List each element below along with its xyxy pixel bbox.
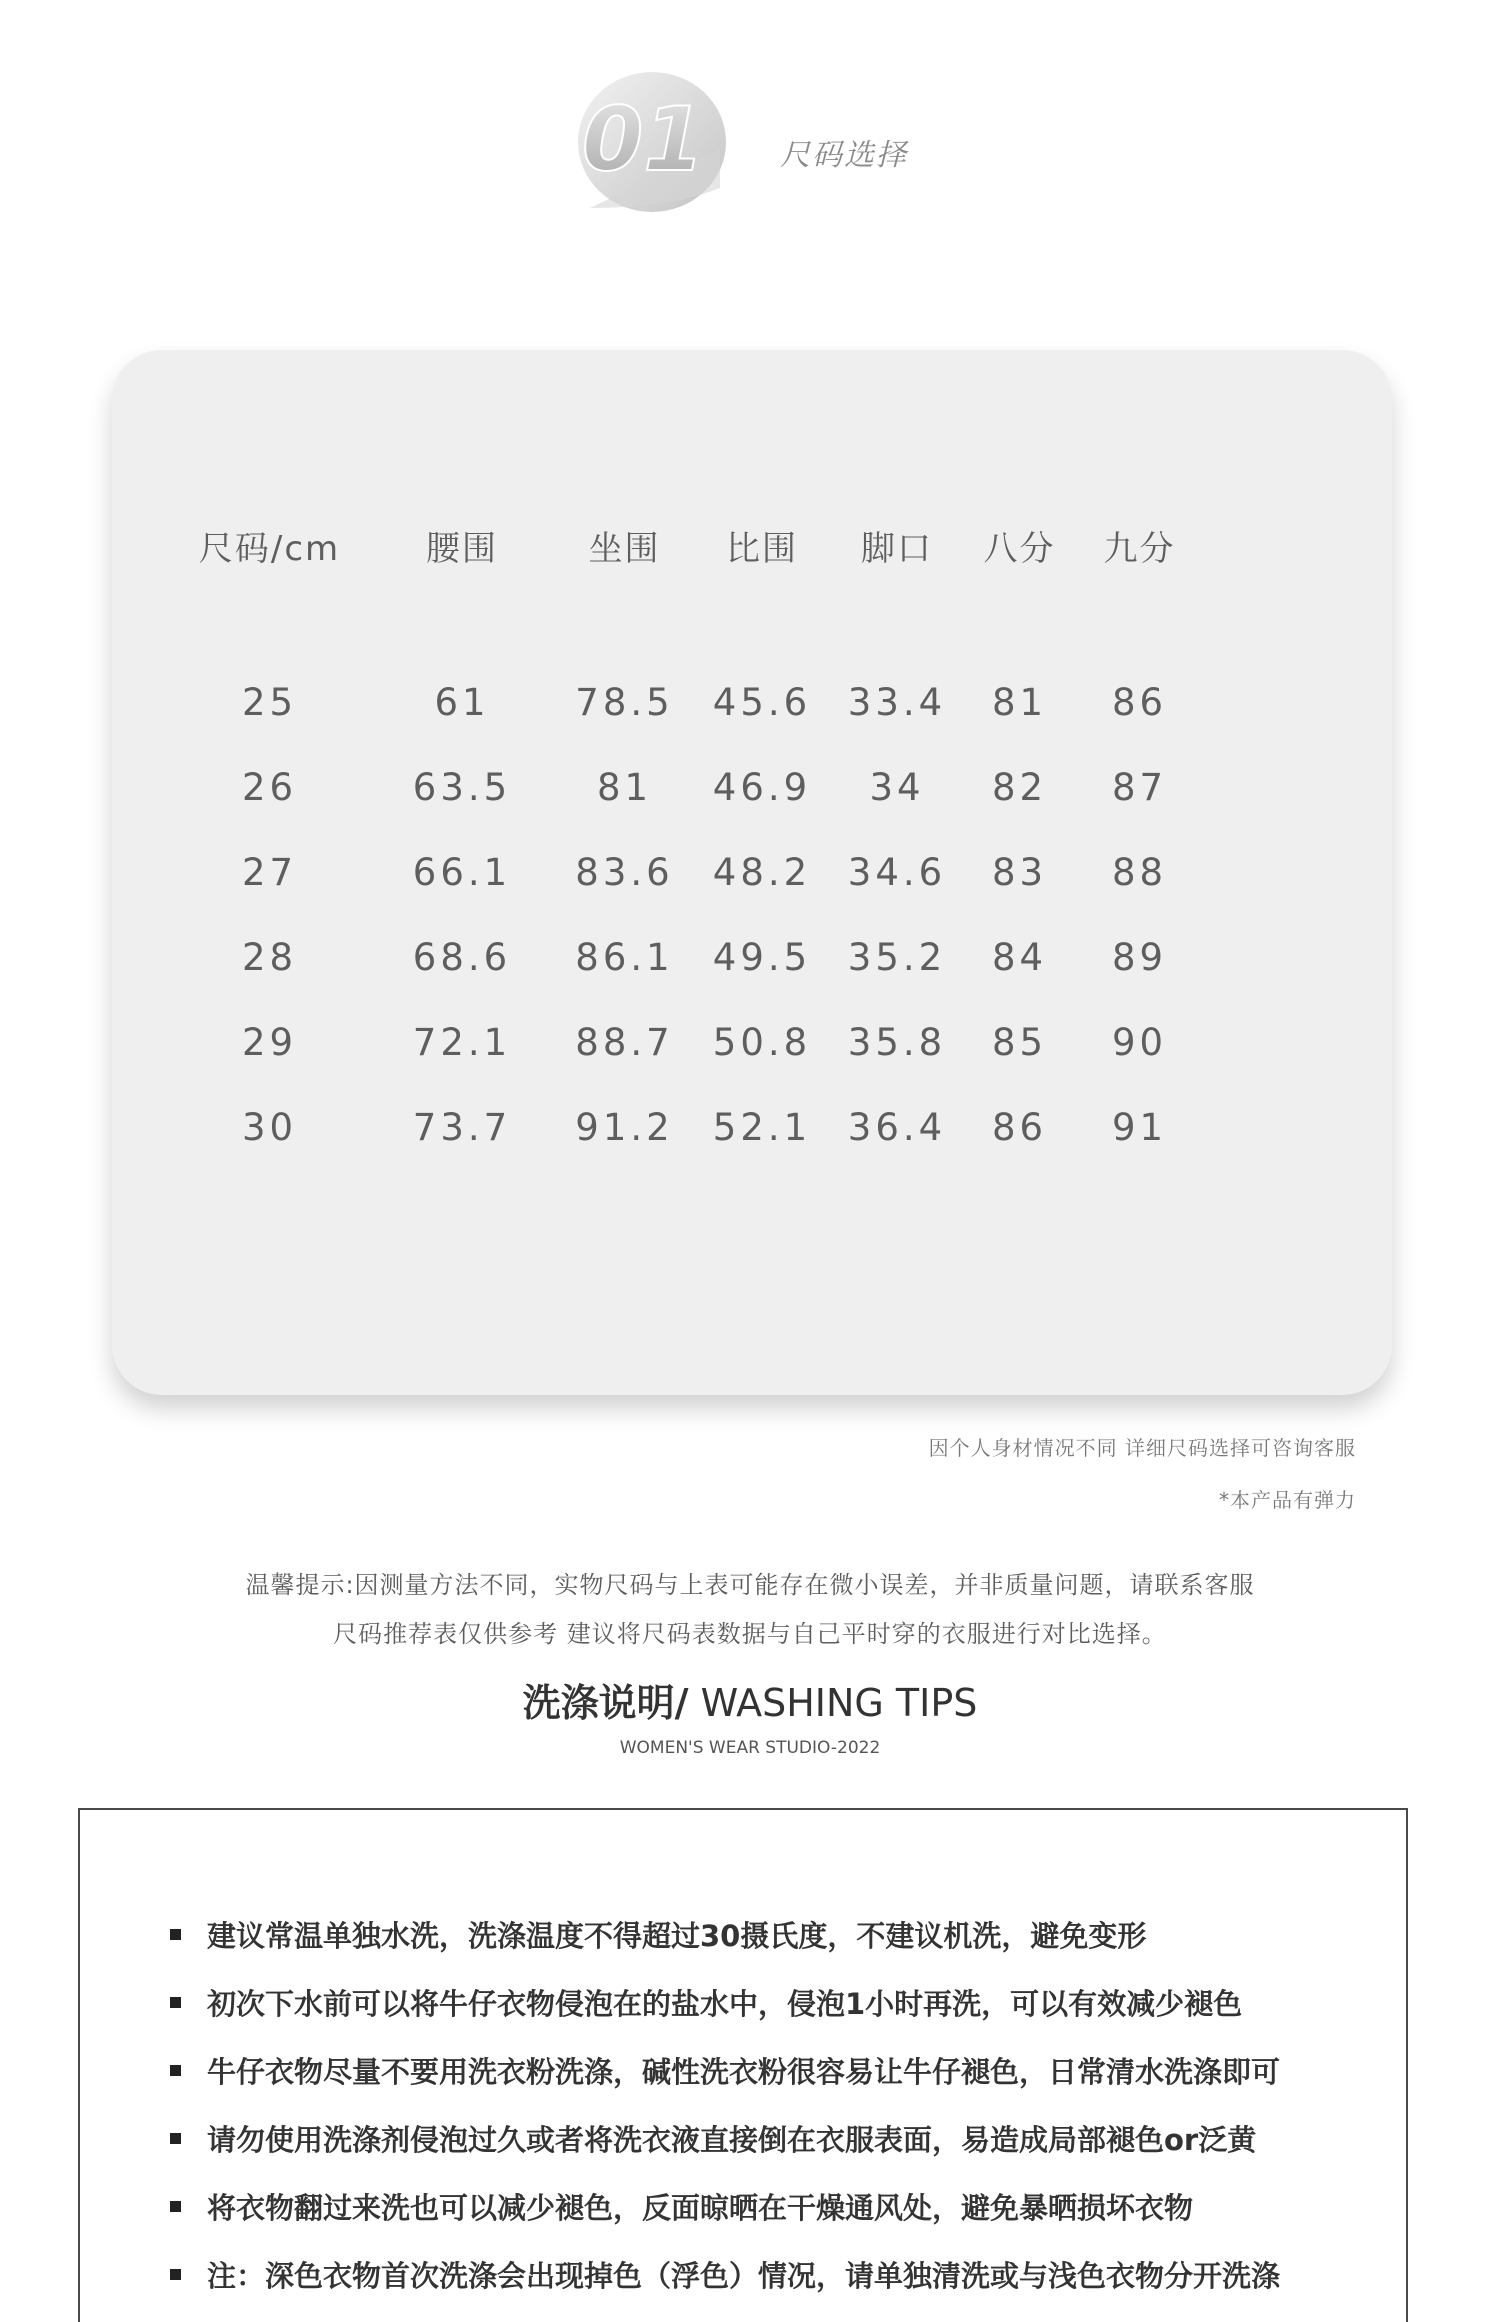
washing-title (0, 1672, 1500, 1727)
list-item (170, 2172, 1280, 2240)
table-cell: 34 (869, 766, 925, 809)
table-cell: 84 (991, 936, 1048, 979)
washing-tips-list (170, 1900, 1280, 2308)
table-cell: 25 (241, 681, 298, 724)
washing-tip-text: 请勿使用洗涤剂侵泡过久或者将洗衣液直接倒在衣服表面，易造成局部褪色or泛黄 (207, 2122, 1257, 2157)
header-eighth-length: 八分 (983, 528, 1056, 569)
table-cell: 85 (991, 1021, 1048, 1064)
table-cell: 91.2 (575, 1106, 674, 1149)
bullet-icon (170, 2269, 181, 2280)
badge-graphic (560, 58, 730, 218)
table-cell: 26 (241, 766, 298, 809)
table-cell: 35.8 (847, 1021, 947, 1064)
bullet-icon (170, 1929, 181, 1940)
washing-tips-box (78, 1808, 1408, 2322)
table-cell: 30 (241, 1106, 298, 1149)
elastic-note: *本产品有弹力 (1219, 1488, 1356, 1512)
table-cell: 61 (434, 681, 490, 724)
header-waist: 腰围 (426, 528, 498, 569)
table-row (172, 1085, 1202, 1170)
badge-number: 01 (582, 88, 705, 191)
table-cell: 88 (1111, 851, 1168, 894)
header-size: 尺码/cm (198, 528, 341, 569)
table-cell: 63.5 (412, 766, 512, 809)
washing-tip-text: 牛仔衣物尽量不要用洗衣粉洗涤，碱性洗衣粉很容易让牛仔褪色，日常清水洗涤即可 (207, 2054, 1281, 2089)
table-cell: 82 (991, 766, 1048, 809)
washing-tip-text: 建议常温单独水洗，洗涤温度不得超过30摄氏度，不建议机洗，避免变形 (207, 1918, 1147, 1953)
bullet-icon (170, 1997, 181, 2008)
section-title: 尺码选择 (780, 138, 908, 173)
table-cell: 83.6 (575, 851, 674, 894)
list-item (170, 1900, 1280, 1968)
table-row (172, 1000, 1202, 1085)
table-cell: 66.1 (412, 851, 512, 894)
table-cell: 83 (991, 851, 1048, 894)
list-item (170, 1968, 1280, 2036)
size-chart-card (112, 350, 1392, 1395)
consult-note: 因个人身材情况不同 详细尺码选择可咨询客服 (928, 1436, 1356, 1460)
table-cell: 36.4 (847, 1106, 947, 1149)
table-cell: 48.2 (712, 851, 812, 894)
table-cell: 35.2 (847, 936, 947, 979)
washing-tip-text: 将衣物翻过来洗也可以减少褪色，反面晾晒在干燥通风处，避免暴晒损坏衣物 (207, 2190, 1194, 2225)
size-table (172, 510, 1202, 1170)
header-hem: 脚口 (861, 528, 933, 569)
table-cell: 81 (596, 766, 653, 809)
list-item (170, 2240, 1280, 2308)
table-cell: 29 (241, 1021, 298, 1064)
table-row (172, 660, 1202, 745)
table-cell: 52.1 (712, 1106, 812, 1149)
table-cell: 27 (241, 851, 298, 894)
washing-title-cn: 洗涤说明/ (522, 1681, 689, 1725)
washing-title-en: WASHING TIPS (688, 1681, 978, 1725)
list-item (170, 2104, 1280, 2172)
header (0, 0, 1500, 240)
bullet-icon (170, 2201, 181, 2212)
table-cell: 90 (1111, 1021, 1168, 1064)
table-cell: 87 (1111, 766, 1168, 809)
bullet-icon (170, 2133, 181, 2144)
table-cell: 34.6 (847, 851, 947, 894)
table-row (172, 745, 1202, 830)
table-cell: 33.4 (847, 681, 947, 724)
table-spacer (172, 580, 1202, 660)
header-ninth-length: 九分 (1103, 528, 1176, 569)
table-cell: 91 (1111, 1106, 1168, 1149)
table-cell: 86 (1111, 681, 1168, 724)
table-cell: 89 (1111, 936, 1168, 979)
header-hip: 坐围 (588, 528, 661, 569)
table-cell: 68.6 (412, 936, 512, 979)
size-table-header-row (172, 510, 1202, 580)
table-cell: 86.1 (575, 936, 674, 979)
washing-subtitle: WOMEN'S WEAR STUDIO-2022 (619, 1738, 881, 1758)
bullet-icon (170, 2065, 181, 2076)
table-cell: 46.9 (712, 766, 812, 809)
table-cell: 81 (991, 681, 1048, 724)
table-row (172, 830, 1202, 915)
table-row (172, 915, 1202, 1000)
header-thigh: 比围 (726, 528, 798, 569)
table-cell: 86 (991, 1106, 1048, 1149)
table-cell: 78.5 (575, 681, 674, 724)
warm-tip-line-2: 尺码推荐表仅供参考 建议将尺码表数据与自己平时穿的衣服进行对比选择。 (333, 1620, 1167, 1648)
washing-tip-text: 初次下水前可以将牛仔衣物侵泡在的盐水中，侵泡1小时再洗，可以有效减少褪色 (207, 1986, 1243, 2021)
section-number-badge (560, 58, 730, 218)
warm-tip-line-1: 温馨提示:因测量方法不同，实物尺码与上表可能存在微小误差，并非质量问题，请联系客服 (245, 1571, 1255, 1599)
washing-tip-text: 注：深色衣物首次洗涤会出现掉色（浮色）情况，请单独清洗或与浅色衣物分开洗涤 (207, 2258, 1281, 2293)
table-cell: 28 (241, 936, 298, 979)
table-cell: 49.5 (712, 936, 812, 979)
table-cell: 73.7 (412, 1106, 512, 1149)
table-cell: 45.6 (712, 681, 812, 724)
table-cell: 50.8 (712, 1021, 812, 1064)
table-cell: 72.1 (412, 1021, 512, 1064)
list-item (170, 2036, 1280, 2104)
table-cell: 88.7 (575, 1021, 674, 1064)
